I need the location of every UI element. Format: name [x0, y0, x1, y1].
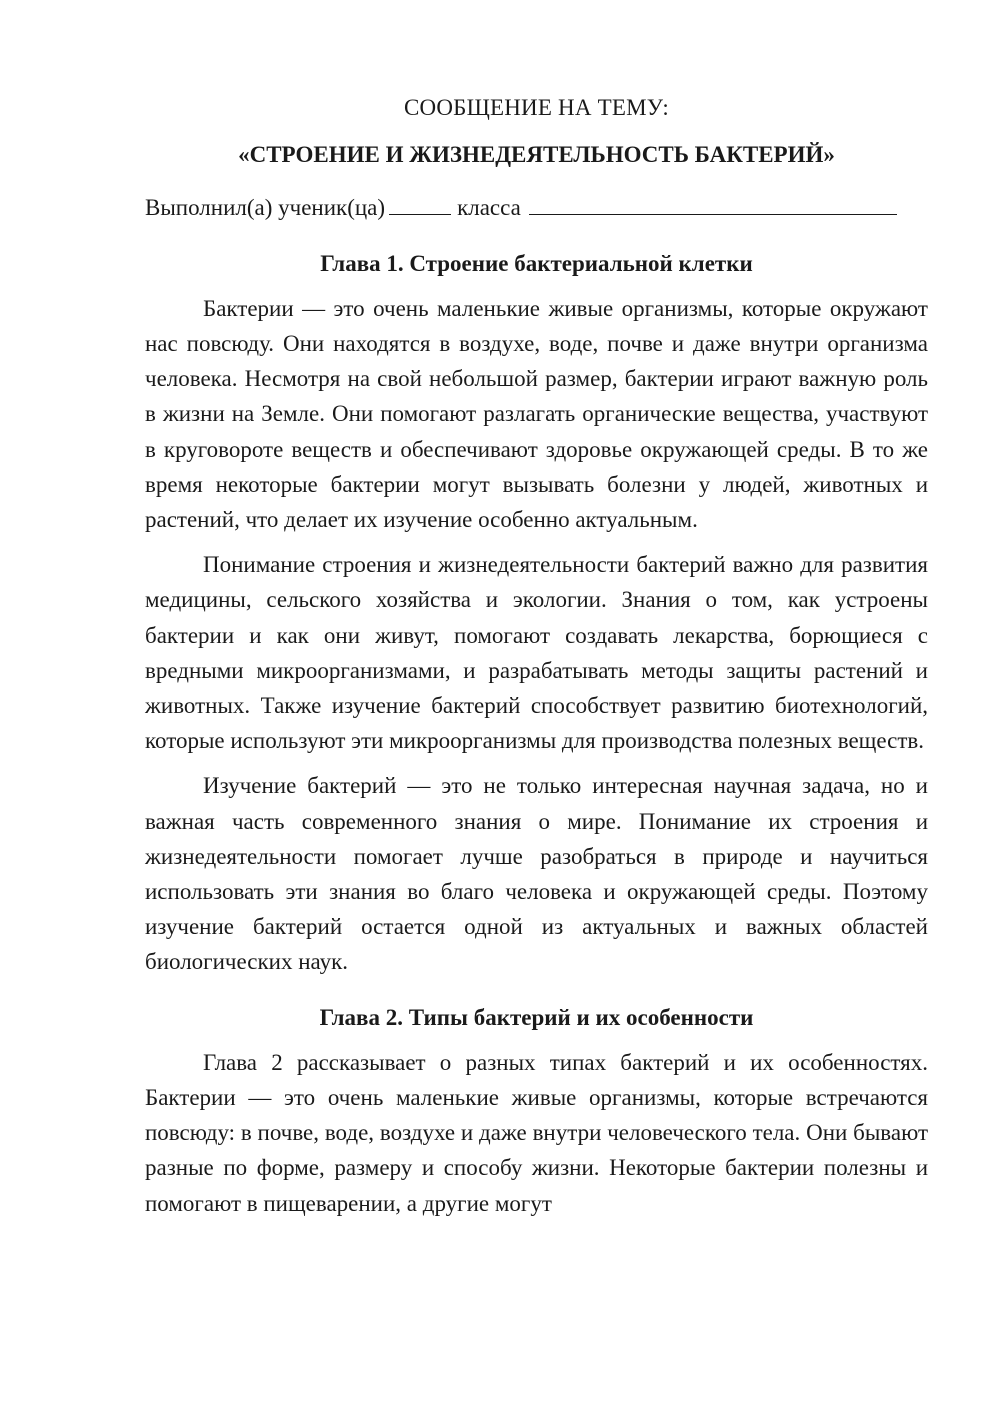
author-line	[145, 190, 928, 225]
document-title-line2: «СТРОЕНИЕ И ЖИЗНЕДЕЯТЕЛЬНОСТЬ БАКТЕРИЙ»	[238, 142, 835, 168]
chapter-heading: Глава 2. Типы бактерий и их особенности	[319, 1004, 754, 1030]
paragraph: Понимание строения и жизнедеятельности бактерий важно для развития медицины, сельского хозяйства и экологии. Знания о том, как устроены бактерии и как они живут, помогают создавать лекарства, борющиеся с вредными микроорганизмами, и разрабатывать методы защиты растений и животных. Также изучение бактерий способствует развитию биотехнологий, которые используют эти микроорганизмы для производства полезных веществ.	[145, 552, 928, 754]
paragraph: Бактерии — это очень маленькие живые организмы, которые окружают нас повсюду. Они находятся в воздухе, воде, почве и даже внутри организма человека. Несмотря на свой небольшой размер, бактерии играют важную роль в жизни на Земле. Они помогают разлагать органические вещества, участвуют в круговороте веществ и обеспечивают здоровье окружающей среды. В то же время некоторые бактерии могут вызывать болезни у людей, животных и растений, что делает их изучение особенно актуальным.	[145, 295, 928, 533]
paragraph: Глава 2 рассказывает о разных типах бактерий и их особенностях. Бактерии — это очень маленькие живые организмы, которые встречаются повсюду: в почве, воде, воздухе и даже внутри человеческого тела. Они бывают разные по форме, размеру и способу жизни. Некоторые бактерии полезны и помогают в пищеварении, а другие могут	[145, 1049, 928, 1216]
class-label: класса	[457, 195, 521, 221]
document-title-line1: СООБЩЕНИЕ НА ТЕМУ:	[404, 95, 669, 120]
chapter-2	[145, 1000, 928, 1221]
document-page	[145, 90, 928, 1231]
paragraph: Изучение бактерий — это не только интересная научная задача, но и важная часть современного знания о мире. Понимание их строения и жизнедеятельности помогает лучше разобраться в природе и научиться использовать эти знания во благо человека и окружающей среды. Поэтому изучение бактерий остается одной из актуальных и важных областей биологических наук.	[145, 773, 928, 975]
chapter-1	[145, 246, 928, 980]
student-name-blank	[529, 190, 897, 215]
chapter-heading: Глава 1. Строение бактериальной клетки	[320, 250, 753, 276]
class-number-blank	[389, 190, 451, 215]
author-prefix: Выполнил(а) ученик(ца)	[145, 195, 386, 221]
